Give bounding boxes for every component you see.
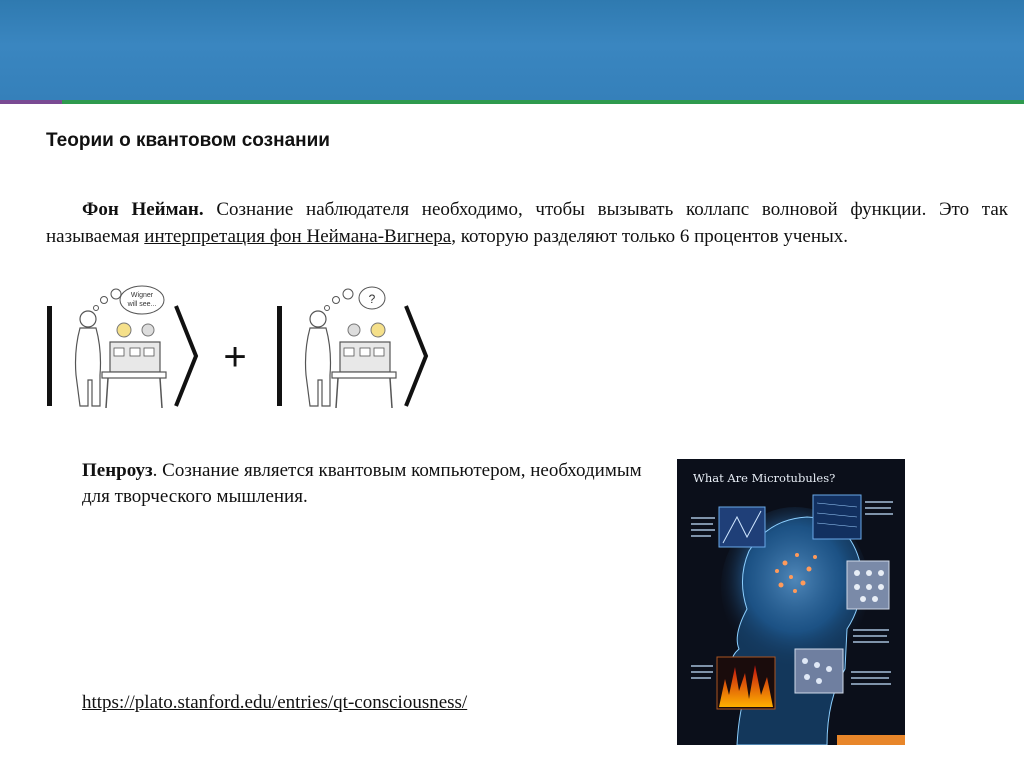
header-band — [0, 0, 1024, 100]
poster-illustration — [677, 459, 905, 745]
source-link[interactable]: https://plato.stanford.edu/entries/qt-consciousness/ — [82, 692, 468, 713]
head-silhouette — [732, 517, 861, 745]
neumann-text-after: , которую разделяют только 6 процентов ученых. — [451, 225, 849, 247]
poster-title: What Are Microtubules? — [693, 471, 836, 485]
observer-figure-right — [306, 311, 331, 406]
apparatus-right — [332, 323, 396, 408]
ket-angle-right — [406, 306, 426, 406]
penrose-name: Пенроуз — [82, 460, 153, 481]
green-stripe — [0, 100, 1024, 104]
observer-figure-left — [76, 311, 101, 406]
neumann-name: Фон Нейман. — [82, 199, 204, 220]
svg-text:will see...: will see... — [127, 301, 157, 308]
microtubules-poster — [677, 459, 905, 745]
wigner-friend-diagram — [44, 280, 434, 420]
bubble-right-text: ? — [368, 292, 376, 306]
inset-panel-4 — [795, 649, 843, 693]
poster-bottom-bar — [837, 735, 905, 745]
neumann-paragraph — [46, 197, 1008, 250]
thought-bubble-left — [94, 286, 165, 314]
penrose-text: . Сознание является квантовым компьютером, необходимым для творческого мышления. — [82, 460, 642, 507]
ket-bar-left — [47, 306, 52, 406]
inset-panel-2 — [813, 495, 861, 539]
thought-bubble-right — [325, 287, 386, 311]
bubble-left-text: Wigner — [130, 292, 154, 299]
ket-bar-right — [277, 306, 282, 406]
penrose-paragraph — [82, 458, 642, 510]
purple-stripe — [0, 100, 62, 104]
wigner-interpretation-link[interactable]: интерпретация фон Неймана-Вигнера — [144, 225, 452, 247]
slide-title: Теории о квантовом сознании — [46, 130, 330, 151]
plus-sign: + — [223, 335, 247, 379]
apparatus-left — [102, 323, 166, 408]
neumann-text-before: Сознание наблюдателя необходимо, чтобы вызывать коллапс волновой функции. Это так называемая — [46, 199, 1008, 247]
ket-angle-left — [176, 306, 196, 406]
